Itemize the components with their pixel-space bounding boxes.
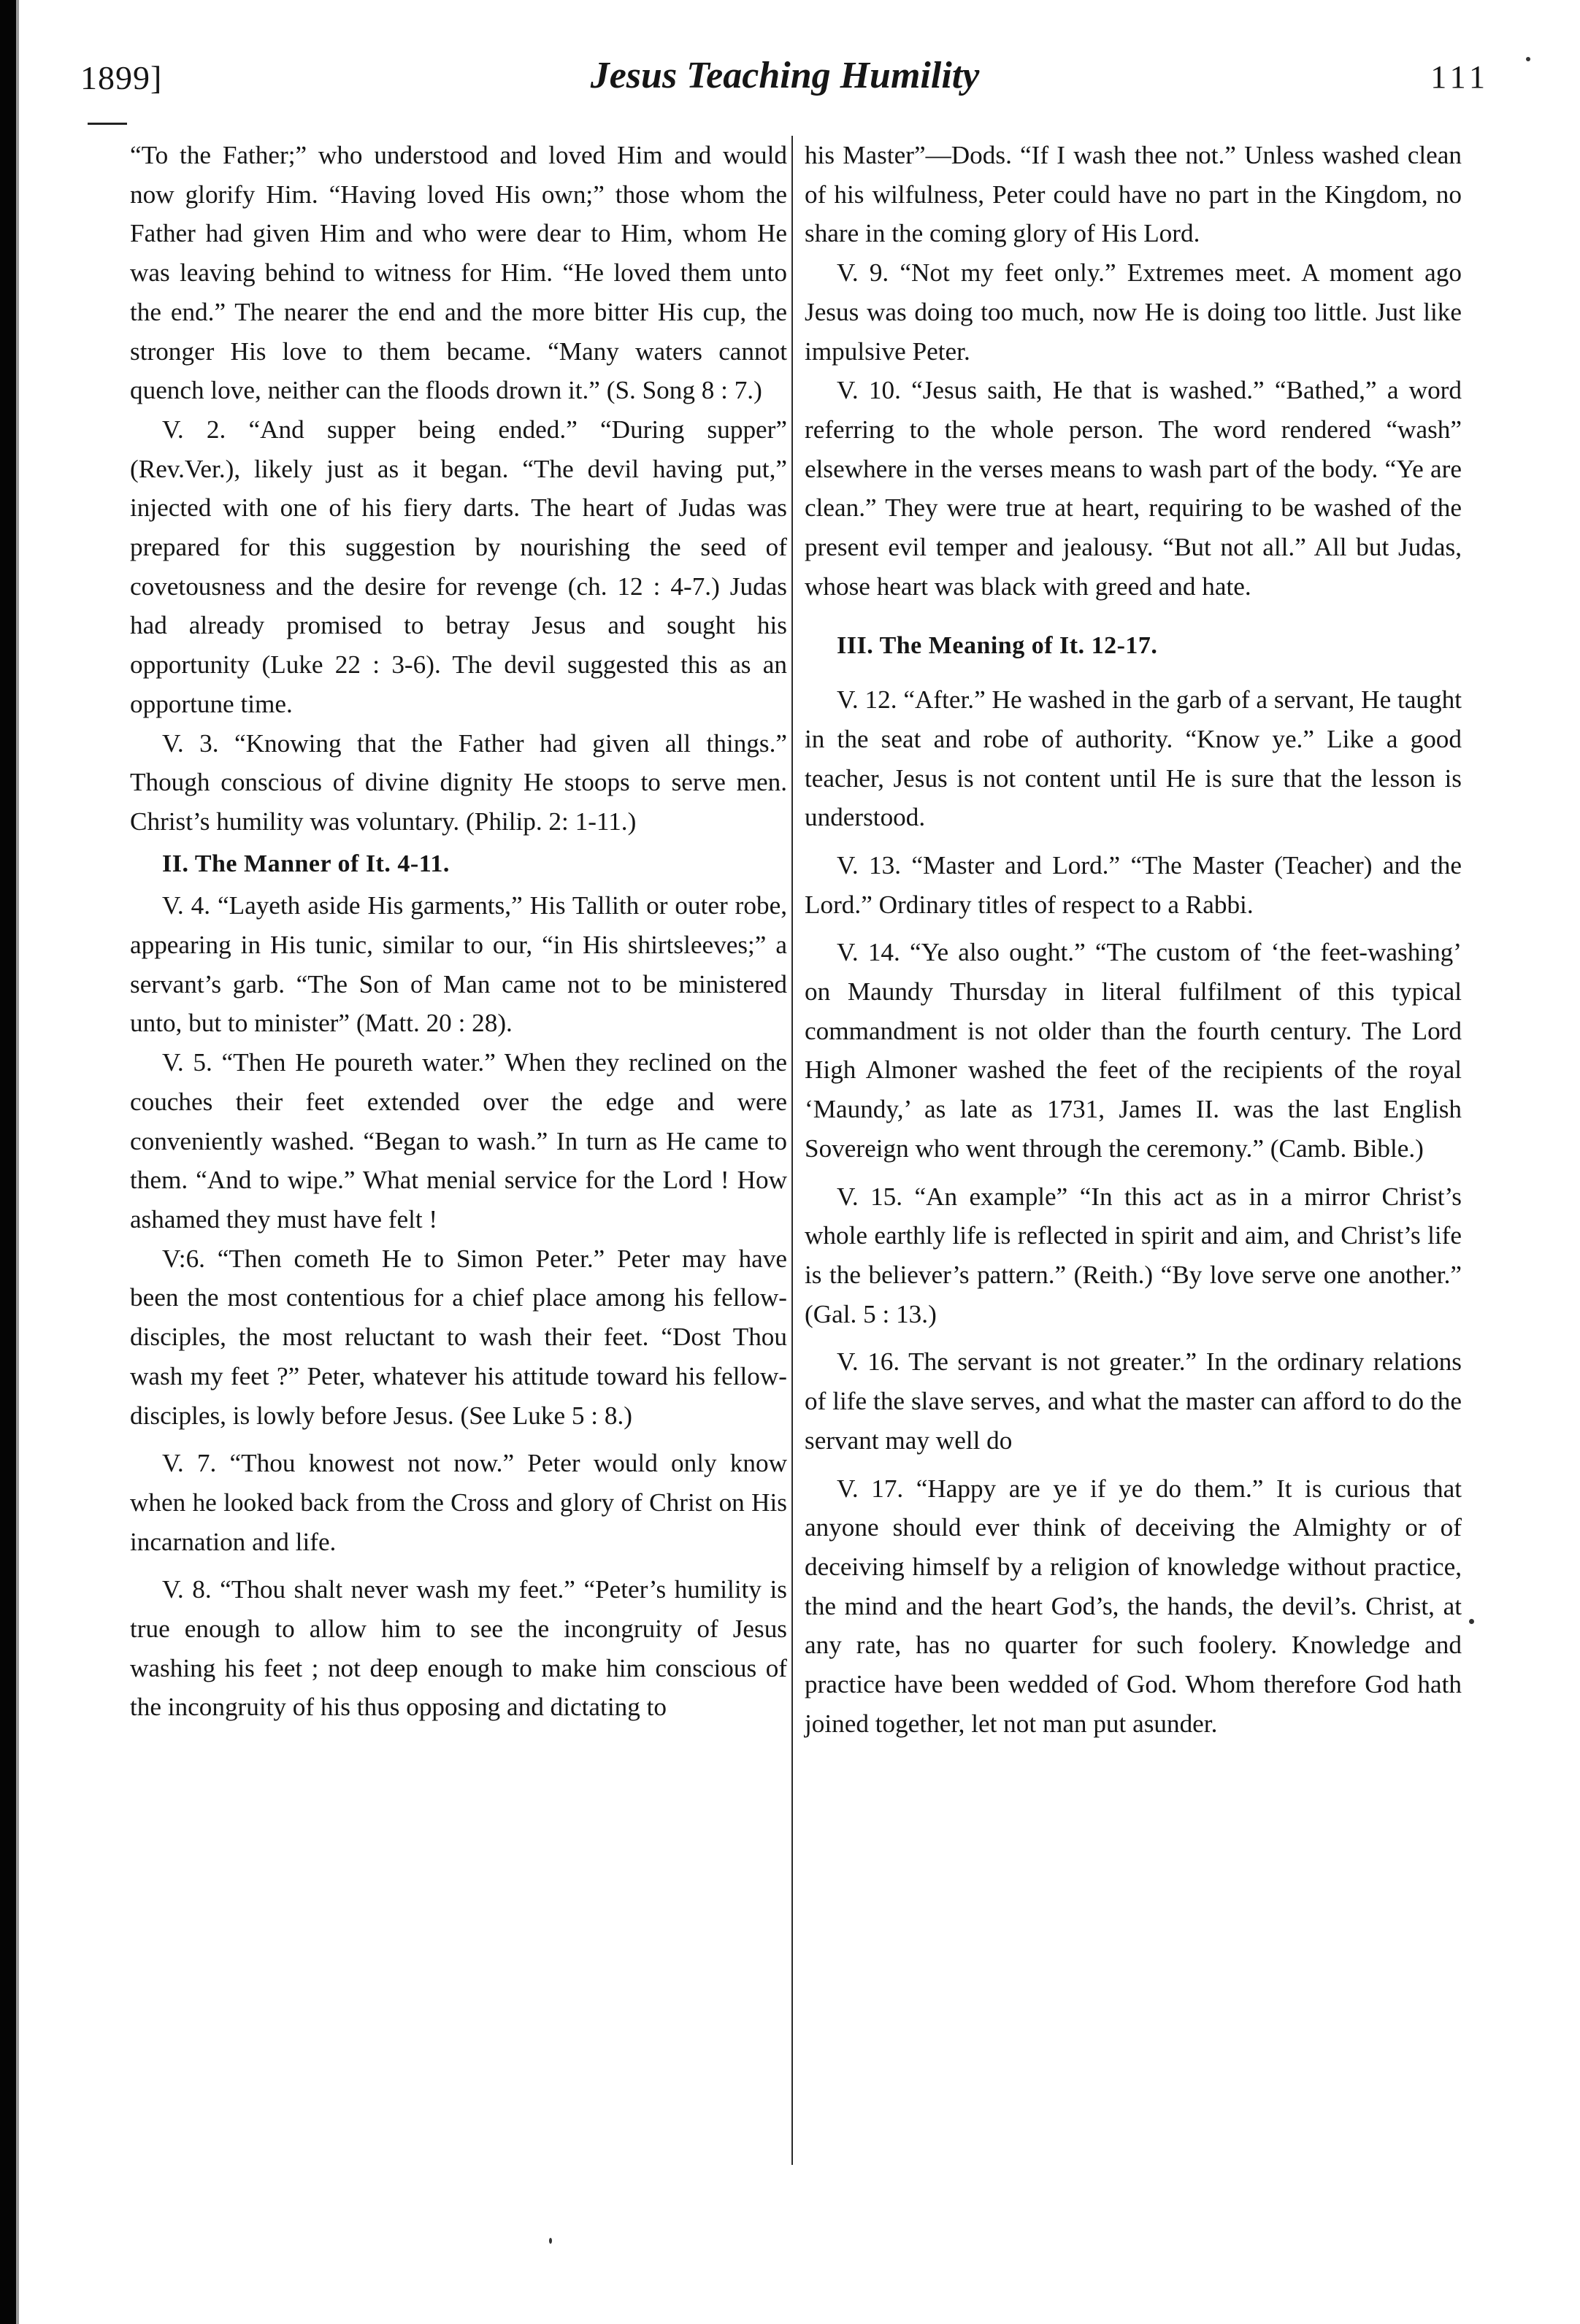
paragraph: V. 3. “Knowing that the Father had given all things.” Though conscious of divine dignity He stoops to serve men. Christ’s humility was voluntary. (Philip. 2: 1-11.) [130,728,787,836]
section-heading: II. The Manner of It. 4-11. [162,850,450,877]
running-title: Jesus Teaching Humility [590,55,980,96]
page-speck [549,2238,552,2244]
page-header [80,45,1489,111]
header-year: 1899] [80,59,163,96]
paragraph: V. 17. “Happy are ye if ye do them.” It is curious that anyone should ever think of deceiving the Almighty or of deceiving himself by a religion of knowledge without practice, the mind and the heart God’s, the hands, the devil’s. Christ, at any rate, has no quarter for such foolery. Knowledge and practice have been wedded of God. Whom therefore God hath joined together, let not man put asunder. [805,1474,1462,1738]
book-spine-shadow [0,0,16,2324]
page-speck [1469,1619,1474,1624]
paragraph: V. 16. The servant is not greater.” In the ordinary relations of life the slave serves, and what the master can afford to do the servant may well do [805,1347,1462,1455]
paragraph: V. 15. “An example” “In this act as in a mirror Christ’s whole earthly life is reflected in spirit and aim, and Christ’s life is the believer’s pattern.” (Reith.) “By love serve one another.” (Gal. 5 : 13.) [805,1182,1462,1328]
header-underline [88,123,127,125]
paragraph: V. 5. “Then He poureth water.” When they reclined on the couches their feet extended over the edge and were conveniently washed. “Began to wash.” In turn as He came to them. “And to wipe.” What menial service for the Lord ! How ashamed they must have felt ! [130,1048,787,1234]
paragraph: V. 9. “Not my feet only.” Extremes meet. A moment ago Jesus was doing too much, now He is doing too little. Just like impulsive Peter. [805,258,1462,366]
section-heading: III. The Meaning of It. 12-17. [837,632,1158,660]
paragraph: V. 12. “After.” He washed in the garb of a servant, He taught in the seat and robe of authority. “Know ye.” Like a good teacher, Jesus is not content until He is sure that the lesson is understood. [805,685,1462,832]
paragraph: “To the Father;” who understood and loved Him and would now glorify Him. “Having loved His own;” those whom the Father had given Him and who were dear to Him, whom He was leaving behind to witness for Him. “He loved them unto the end.” The nearer the end and the more bitter His cup, the stronger His love to them became. “Many waters cannot quench love, neither can the floods drown it.” (S. Song 8 : 7.) [130,141,787,405]
paragraph: his Master”—Dods. “If I wash thee not.” Unless washed clean of his wilfulness, Peter could have no part in the Kingdom, no share in the coming glory of His Lord. [805,141,1462,248]
page-number: 111 [1430,59,1489,95]
paragraph: V. 2. “And supper being ended.” “During supper” (Rev.Ver.), likely just as it began. “The devil having put,” injected with one of his fiery darts. The heart of Judas was prepared for this suggestion by nourishing the seed of covetousness and the desire for revenge (ch. 12 : 4-7.) Judas had already promised to betray Jesus and sought his opportunity (Luke 22 : 3-6). The devil suggested this as an opportune time. [130,415,787,718]
page-speck [1526,57,1530,61]
paragraph: V. 10. “Jesus saith, He that is washed.” “Bathed,” a word referring to the whole person. The word rendered “wash” elsewhere in the verses means to wash part of the body. “Ye are clean.” They were true at heart, requiring to be washed of the present evil temper and jealousy. “But not all.” All but Judas, whose heart was black with greed and hate. [805,376,1462,601]
paragraph: V. 7. “Thou knowest not now.” Peter would only know when he looked back from the Cross and glory of Christ on His incarnation and life. [130,1449,787,1556]
paragraph: V:6. “Then cometh He to Simon Peter.” Peter may have been the most contentious for a chief place among his fellow-disciples, the most reluctant to wash their feet. “Dost Thou wash my feet ?” Peter, whatever his attitude toward his fellow-disciples, is lowly before Jesus. (See Luke 5 : 8.) [130,1244,787,1430]
paragraph: V. 4. “Layeth aside His garments,” His Tallith or outer robe, appearing in His tunic, similar to our, “in His shirtsleeves;” a servant’s garb. “The Son of Man came not to be ministered unto, but to minister” (Matt. 20 : 28). [130,891,787,1038]
right-column [805,136,1462,1743]
left-column [130,136,787,1727]
column-divider [791,136,793,2165]
paragraph: V. 13. “Master and Lord.” “The Master (Teacher) and the Lord.” Ordinary titles of respect to a Rabbi. [805,850,1462,919]
paragraph: V. 14. “Ye also ought.” “The custom of ‘the feet-washing’ on Maundy Thursday in literal fulfilment of this typical commandment is not older than the fourth century. The Lord High Almoner washed the feet of the recipients of the royal ‘Maundy,’ as late as 1731, James II. was the last English Sovereign who went through the ceremony.” (Camb. Bible.) [805,938,1462,1163]
paragraph: V. 8. “Thou shalt never wash my feet.” “Peter’s humility is true enough to allow him to see the incongruity of Jesus washing his feet ; not deep enough to make him conscious of the incongruity of his thus opposing and dictating to [130,1575,787,1722]
book-spine-edge [16,0,19,2324]
